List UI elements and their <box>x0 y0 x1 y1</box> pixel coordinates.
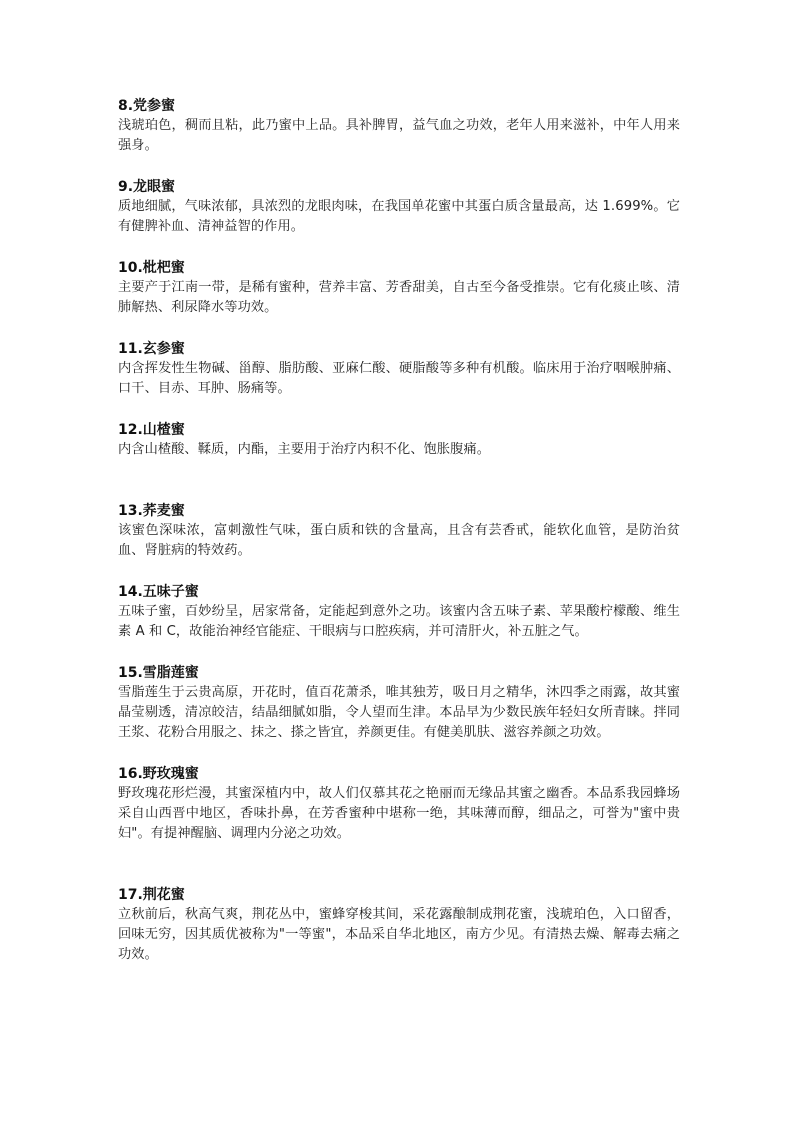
entry-title: 15.雪脂莲蜜 <box>118 665 199 681</box>
entry-body: 内含挥发性生物碱、甾醇、脂肪酸、亚麻仁酸、硬脂酸等多种有机酸。临床用于治疗咽喉肿痛、口干、目赤、耳肿、肠痛等。 <box>118 361 680 396</box>
entry-body: 内含山楂酸、鞣质，内酯，主要用于治疗内积不化、饱胀腹痛。 <box>118 442 491 457</box>
entry-title: 13.荞麦蜜 <box>118 503 185 519</box>
entry-body: 雪脂莲生于云贵高原，开花时，值百花萧杀，唯其独芳，吸日月之精华，沐四季之雨露，故其蜜晶莹剔透，清凉皎洁，结晶细腻如脂，令人望而生津。本品早为少数民族年轻妇女所青睐。拌同王浆、花粉合用服之、抹之、搽之皆宜，养颜更佳。有健美肌肤、滋容养颜之功效。 <box>118 685 680 740</box>
entry-body: 质地细腻，气味浓郁，具浓烈的龙眼肉味，在我国单花蜜中其蛋白质含量最高，达 1.699%。它有健脾补血、清神益智的作用。 <box>118 199 680 234</box>
entry-title: 14.五味子蜜 <box>118 584 199 600</box>
entry-title: 9.龙眼蜜 <box>118 179 176 195</box>
document-page <box>118 96 680 965</box>
entry-hawthorn-honey <box>118 420 680 460</box>
entry-title: 8.党参蜜 <box>118 98 176 114</box>
entry-schisandra-honey <box>118 582 680 642</box>
entry-wild-rose-honey <box>118 764 680 844</box>
entry-loquat-honey <box>118 258 680 318</box>
entry-title: 11.玄参蜜 <box>118 341 185 357</box>
entry-title: 17.荆花蜜 <box>118 887 185 903</box>
entry-title: 12.山楂蜜 <box>118 422 185 438</box>
entry-vitex-honey <box>118 885 680 965</box>
entry-buckwheat-honey <box>118 501 680 561</box>
entry-longan-honey <box>118 177 680 237</box>
entry-body: 立秋前后，秋高气爽，荆花丛中，蜜蜂穿梭其间，采花露酿制成荆花蜜，浅琥珀色，入口留香，回味无穷，因其质优被称为"一等蜜"，本品采自华北地区，南方少见。有清热去燥、解毒去痛之功效。 <box>118 907 680 962</box>
entry-body: 野玫瑰花形烂漫，其蜜深植内中，故人们仅慕其花之艳丽而无缘品其蜜之幽香。本品系我园蜂场采自山西晋中地区，香味扑鼻，在芳香蜜种中堪称一绝，其味薄而醇，细品之，可誉为"蜜中贵妇"。有提神醒脑、调理内分泌之功效。 <box>118 786 680 841</box>
entry-body: 主要产于江南一带，是稀有蜜种，营养丰富、芳香甜美，自古至今备受推崇。它有化痰止咳、清肺解热、利尿降水等功效。 <box>118 280 680 315</box>
entry-body: 浅琥珀色，稠而且粘，此乃蜜中上品。具补脾胃，益气血之功效，老年人用来滋补，中年人用来强身。 <box>118 118 680 153</box>
entry-body: 五味子蜜，百妙纷呈，居家常备，定能起到意外之功。该蜜内含五味子素、苹果酸柠檬酸、维生素 A 和 C，故能治神经官能症、干眼病与口腔疾病，并可清肝火，补五脏之气。 <box>118 604 680 639</box>
entry-xuanshen-honey <box>118 339 680 399</box>
entry-title: 16.野玫瑰蜜 <box>118 766 199 782</box>
entry-dangshen-honey <box>118 96 680 156</box>
entry-body: 该蜜色深味浓，富刺激性气味，蛋白质和铁的含量高，且含有芸香甙，能软化血管，是防治贫血、肾脏病的特效药。 <box>118 523 680 558</box>
entry-title: 10.枇杷蜜 <box>118 260 185 276</box>
entry-snow-lotus-honey <box>118 663 680 743</box>
